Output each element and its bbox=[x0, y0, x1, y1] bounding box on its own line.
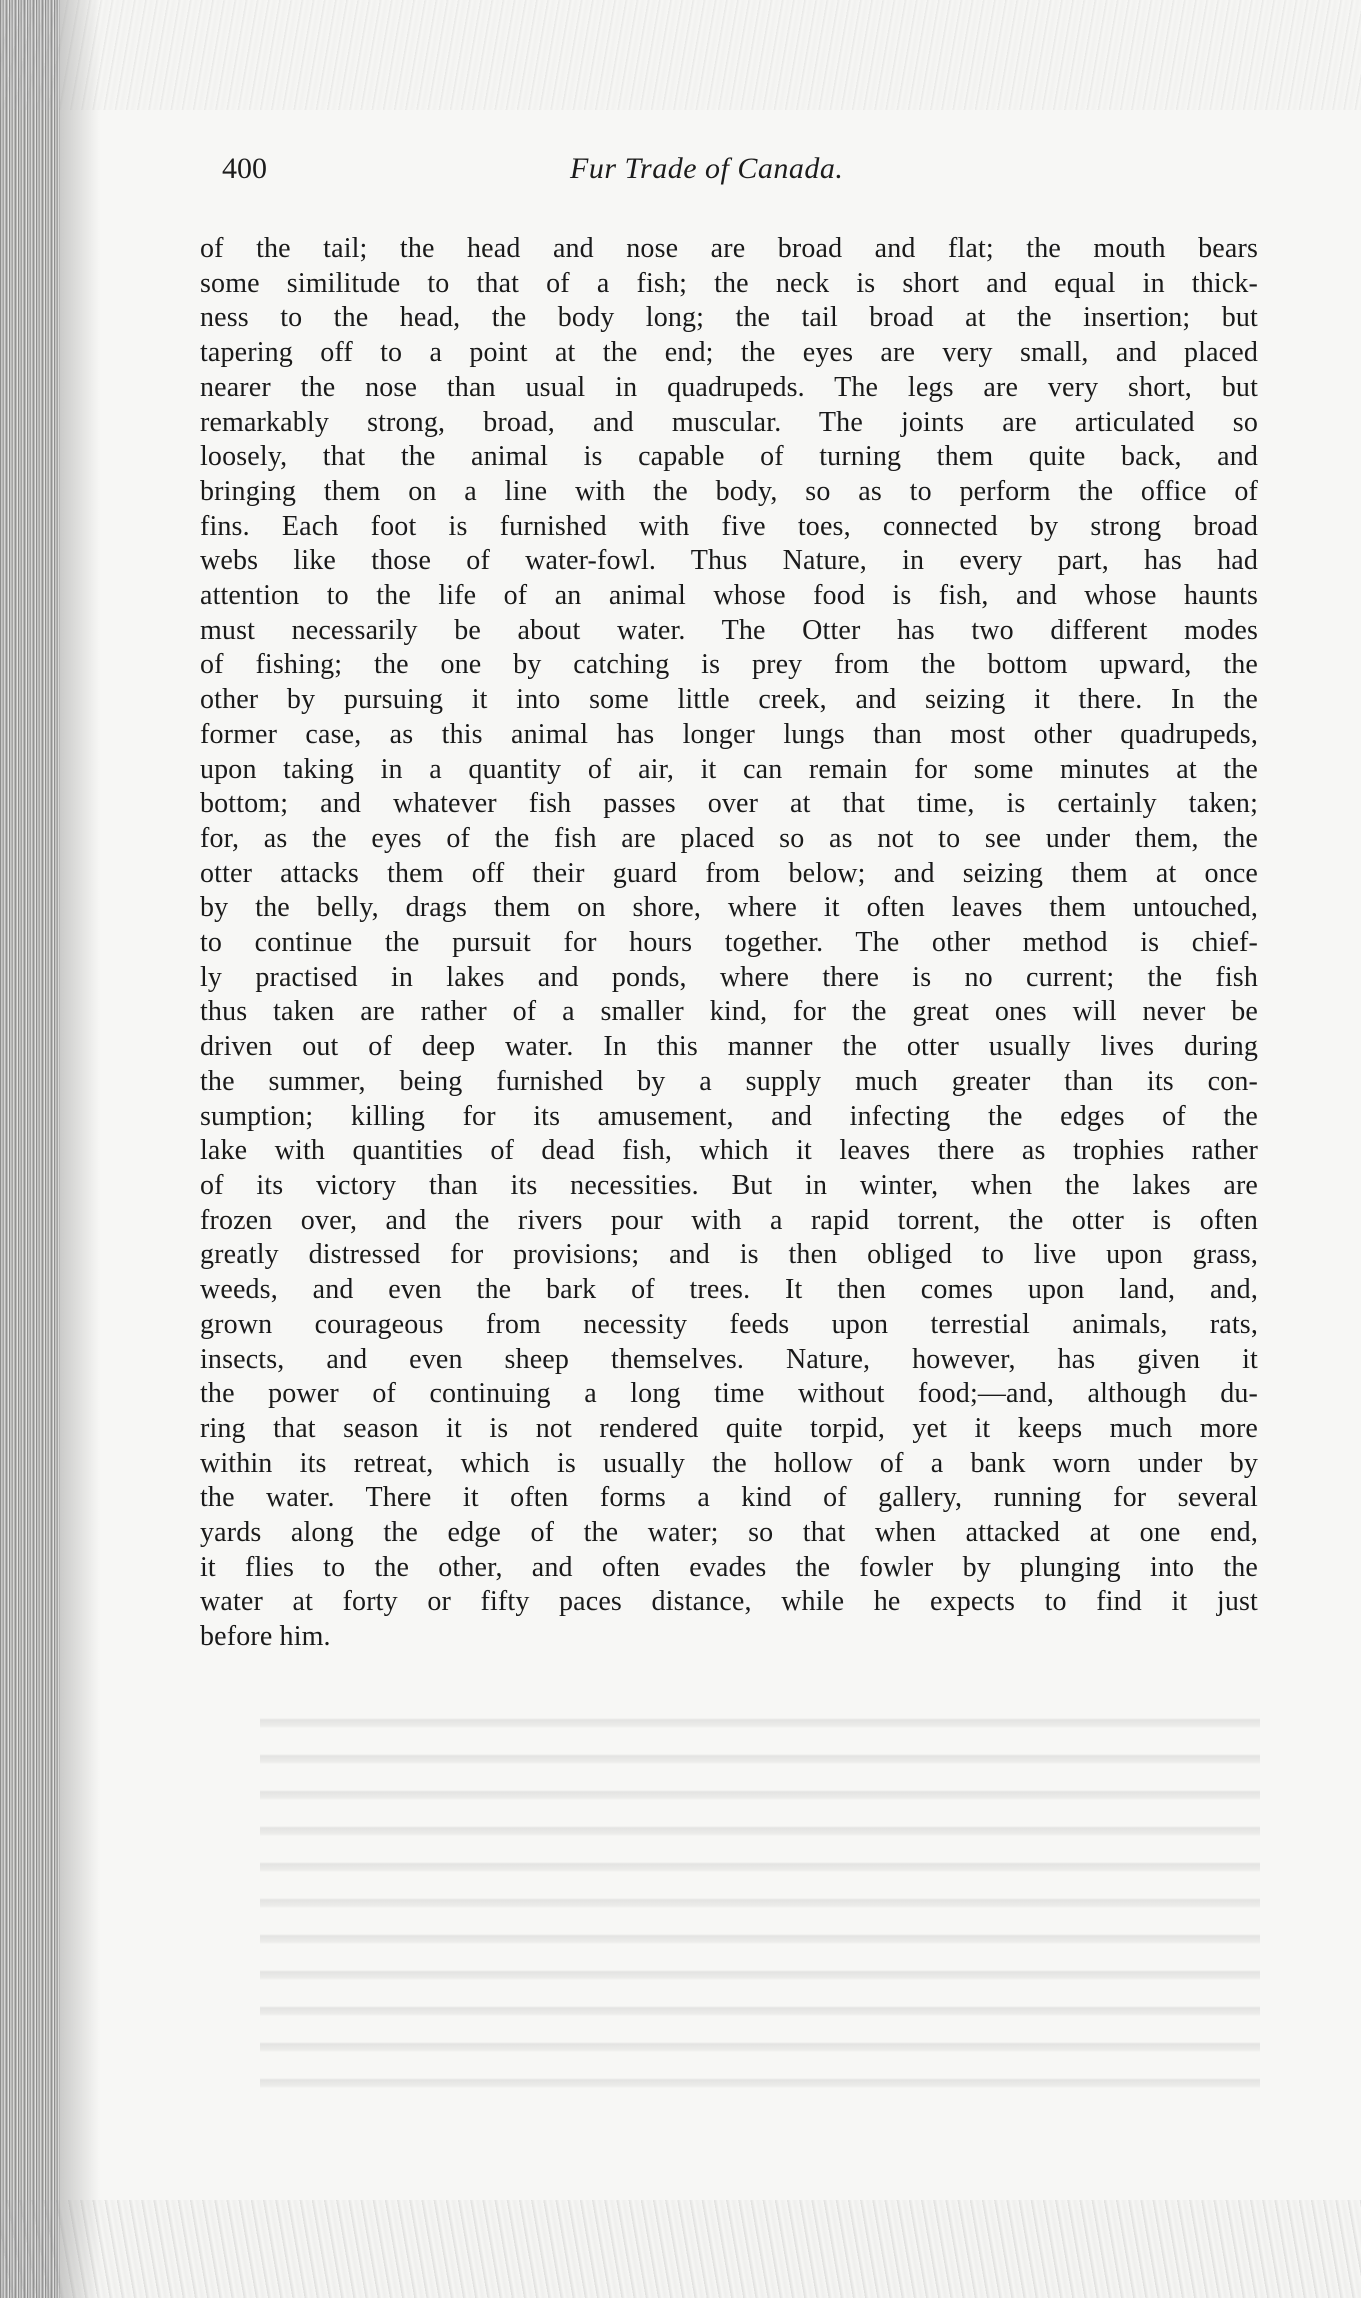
text-line: ness to the head, the body long; the tail broad at the insertion; but bbox=[200, 302, 1258, 334]
running-title: Fur Trade of Canada. bbox=[570, 152, 844, 185]
scan-noise-bottom bbox=[0, 2200, 1361, 2298]
text-line: otter attacks them off their guard from below; and seizing them at once bbox=[200, 857, 1258, 889]
page-number: 400 bbox=[222, 152, 267, 185]
text-line: tapering off to a point at the end; the eyes are very small, and placed bbox=[200, 337, 1258, 369]
text-line: it flies to the other, and often evades the fowler by plunging into the bbox=[200, 1551, 1258, 1583]
text-line: frozen over, and the rivers pour with a rapid torrent, the otter is often bbox=[200, 1204, 1258, 1236]
text-line: driven out of deep water. In this manner the otter usually lives during bbox=[200, 1031, 1258, 1063]
text-line: bottom; and whatever fish passes over at that time, is certainly taken; bbox=[200, 788, 1258, 820]
text-line: loosely, that the animal is capable of turning them quite back, and bbox=[200, 441, 1258, 473]
text-line: of fishing; the one by catching is prey from the bottom upward, the bbox=[200, 649, 1258, 681]
text-line: thus taken are rather of a smaller kind, for the great ones will never be bbox=[200, 996, 1258, 1028]
binding-shadow bbox=[0, 0, 60, 2298]
text-line: bringing them on a line with the body, so as to perform the office of bbox=[200, 475, 1258, 507]
text-line: greatly distressed for provisions; and is then obliged to live upon grass, bbox=[200, 1239, 1258, 1271]
text-line: water at forty or fifty paces distance, while he expects to find it just bbox=[200, 1586, 1258, 1618]
text-line: to continue the pursuit for hours together. The other method is chief- bbox=[200, 927, 1258, 959]
text-line: the summer, being furnished by a supply much greater than its con- bbox=[200, 1065, 1258, 1097]
text-line: remarkably strong, broad, and muscular. The joints are articulated so bbox=[200, 406, 1258, 438]
text-line: by the belly, drags them on shore, where it often leaves them untouched, bbox=[200, 892, 1258, 924]
text-line: ring that season it is not rendered quite torpid, yet it keeps much more bbox=[200, 1412, 1258, 1444]
text-line: within its retreat, which is usually the hollow of a bank worn under by bbox=[200, 1447, 1258, 1479]
text-line: ly practised in lakes and ponds, where there is no current; the fish bbox=[200, 961, 1258, 993]
text-line: the power of continuing a long time without food;—and, although du- bbox=[200, 1378, 1258, 1410]
text-line: for, as the eyes of the fish are placed so as not to see under them, the bbox=[200, 822, 1258, 854]
text-line: before him. bbox=[200, 1621, 331, 1653]
text-line: sumption; killing for its amusement, and infecting the edges of the bbox=[200, 1100, 1258, 1132]
scan-noise-top bbox=[0, 0, 1361, 110]
text-line: weeds, and even the bark of trees. It then comes upon land, and, bbox=[200, 1274, 1258, 1306]
text-line: webs like those of water-fowl. Thus Nature, in every part, has had bbox=[200, 545, 1258, 577]
text-line: of the tail; the head and nose are broad and flat; the mouth bears bbox=[200, 233, 1258, 264]
text-line: the water. There it often forms a kind of gallery, running for several bbox=[200, 1482, 1258, 1514]
text-line: insects, and even sheep themselves. Nature, however, has given it bbox=[200, 1343, 1258, 1375]
text-line: other by pursuing it into some little creek, and seizing it there. In the bbox=[200, 684, 1258, 716]
text-line: upon taking in a quantity of air, it can remain for some minutes at the bbox=[200, 753, 1258, 785]
running-head bbox=[222, 152, 1262, 202]
text-line: of its victory than its necessities. But in winter, when the lakes are bbox=[200, 1169, 1258, 1201]
text-line: attention to the life of an animal whose food is fish, and whose haunts bbox=[200, 580, 1258, 612]
text-line: fins. Each foot is furnished with five toes, connected by strong broad bbox=[200, 510, 1258, 542]
show-through-bleed bbox=[260, 1700, 1260, 2100]
text-line: former case, as this animal has longer lungs than most other quadrupeds, bbox=[200, 718, 1258, 750]
body-text bbox=[200, 232, 1258, 1655]
text-line: nearer the nose than usual in quadrupeds. The legs are very short, but bbox=[200, 371, 1258, 403]
text-line: must necessarily be about water. The Otter has two different modes bbox=[200, 614, 1258, 646]
text-line: lake with quantities of dead fish, which it leaves there as trophies rather bbox=[200, 1135, 1258, 1167]
binding-gutter bbox=[60, 0, 100, 2298]
text-line: grown courageous from necessity feeds upon terrestial animals, rats, bbox=[200, 1308, 1258, 1340]
text-line: yards along the edge of the water; so that when attacked at one end, bbox=[200, 1517, 1258, 1549]
text-line: some similitude to that of a fish; the neck is short and equal in thick- bbox=[200, 267, 1258, 299]
